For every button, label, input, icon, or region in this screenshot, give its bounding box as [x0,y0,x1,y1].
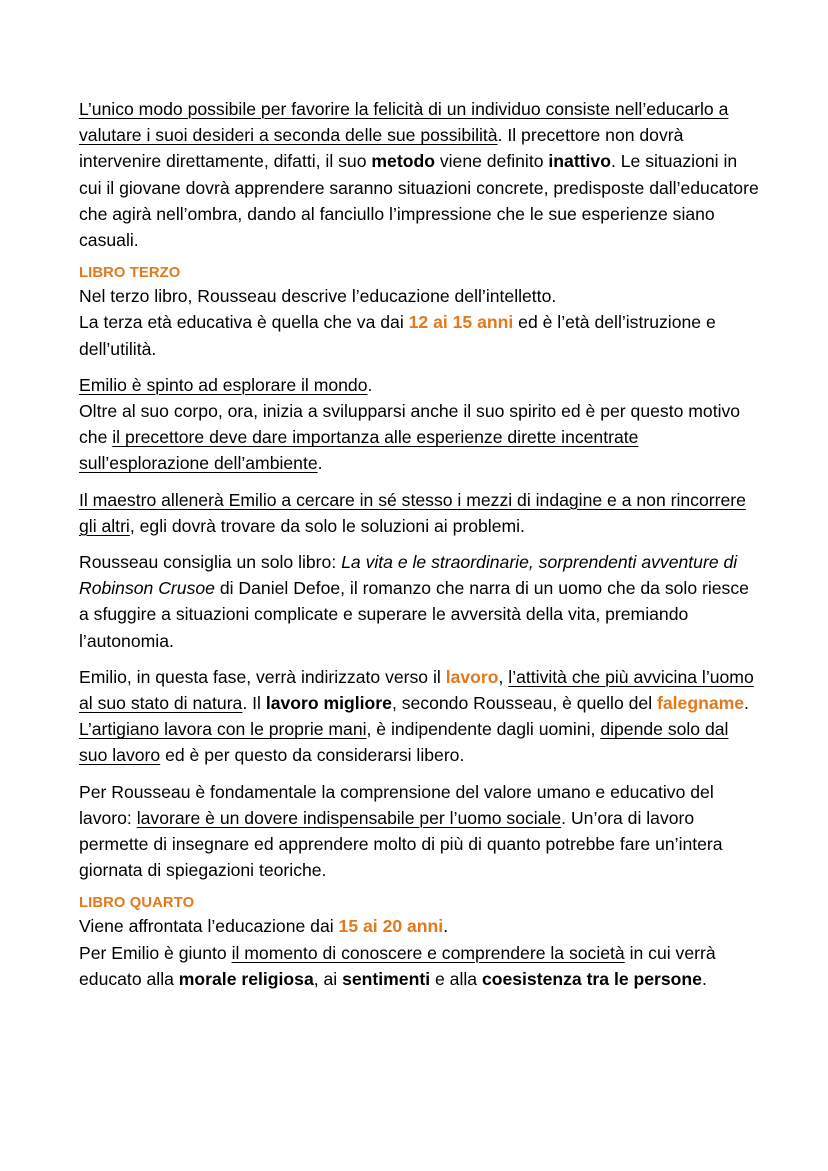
paragraph-quarto-libro [79,913,759,992]
bold-text: inattivo [548,151,611,172]
text: di Daniel Defoe, il romanzo che narra di un uomo che da solo riesce a sfuggire a situazioni complicate e superare le avversità della vita, premiando l’autonomia. [79,578,749,651]
highlight-text: 12 ai 15 anni [408,312,514,333]
paragraph-maestro [79,487,759,539]
paragraph-felicita [79,96,759,253]
underlined-text: il precettore deve dare importanza alle esperienze dirette incentrate sull’esplorazione dell’ambiente [79,427,639,474]
underlined-text: dipende solo dal suo lavoro [79,719,729,766]
text: . [367,374,373,395]
text: . [443,916,449,937]
paragraph-lavoro [79,664,759,769]
bold-text: lavoro migliore [265,693,392,714]
paragraph-esplorare [79,372,759,477]
text: ed è per questo da considerarsi libero. [160,745,465,766]
text: . [744,693,749,714]
text: , egli dovrà trovare da solo le soluzioni ai problemi. [129,515,525,536]
bold-text: sentimenti [342,968,431,989]
text: Per Rousseau è fondamentale la comprensione del valore umano e educativo del lavoro: [79,781,714,828]
bold-text: morale religiosa [178,968,314,989]
highlight-text: falegname [657,693,745,714]
section-heading-libro-quarto: LIBRO QUARTO [79,895,195,912]
underlined-text: l’attività che più avvicina l’uomo al suo stato di natura [79,666,754,714]
paragraph-valore-lavoro [79,779,759,884]
text: , [498,666,509,687]
paragraph-terzo-libro [79,283,759,362]
underlined-text: il momento di conoscere e comprendere la società [231,942,625,963]
text: Emilio, in questa fase, verrà indirizzato verso il [79,666,446,687]
text: , ai [313,968,343,989]
text: in cui verrà educato alla [79,942,716,989]
text: , è indipendente dagli uomini, [366,719,601,740]
text: viene definito [434,151,549,172]
text: Rousseau consiglia un solo libro: [79,552,342,573]
italic-title: La vita e le straordinarie, sorprendenti avventure di Robinson Crusoe [79,552,738,599]
text: Oltre al suo corpo, ora, inizia a svilupparsi anche il suo spirito ed è per questo motivo che [79,401,741,448]
text: Viene affrontata l’educazione dai [79,916,339,937]
text: ed è l’età dell’istruzione e dell’utilità. [79,312,716,359]
underlined-text: Il maestro allenerà Emilio a cercare in sé stesso i mezzi di indagine e a non rincorrere gli altri [79,489,746,536]
text: . [701,968,707,989]
text: La terza età educativa è quella che va dai [79,312,409,333]
underlined-text: L’unico modo possibile per favorire la felicità di un individuo consiste nell’educarlo a valutare i suoi desideri a seconda delle sue possibilità [79,99,729,146]
text: . Un’ora di lavoro permette di insegnare ed apprendere molto di più di quanto potrebbe fare un’intera giornata di spiegazioni teoriche. [79,807,723,881]
section-heading-libro-terzo: LIBRO TERZO [79,265,181,282]
paragraph-robinson-crusoe [79,549,759,654]
text: . Il [242,693,266,714]
highlight-text: lavoro [445,666,499,687]
bold-text: coesistenza tra le persone [481,968,702,989]
text: . Il precettore non dovrà intervenire direttamente, difatti, il suo [79,125,684,172]
underlined-text: L’artigiano lavora con le proprie mani [79,719,367,740]
text: e alla [430,968,482,989]
highlight-text: 15 ai 20 anni [338,916,444,937]
document-page [79,96,759,1002]
bold-text: metodo [371,151,435,172]
text: Per Emilio è giunto [79,942,232,963]
text: . Le situazioni in cui il giovane dovrà apprendere saranno situazioni concrete, predisposte dall’educatore che agirà nell’ombra, dando al fanciullo l’impressione che le sue esperienze siano casuali. [79,151,759,251]
text: Nel terzo libro, Rousseau descrive l’educazione dell’intelletto. [79,286,557,307]
underlined-text: Emilio è spinto ad esplorare il mondo [79,374,368,395]
text: . [317,453,323,474]
underlined-text: lavorare è un dovere indispensabile per l’uomo sociale [136,807,562,828]
text: , secondo Rousseau, è quello del [391,693,658,714]
